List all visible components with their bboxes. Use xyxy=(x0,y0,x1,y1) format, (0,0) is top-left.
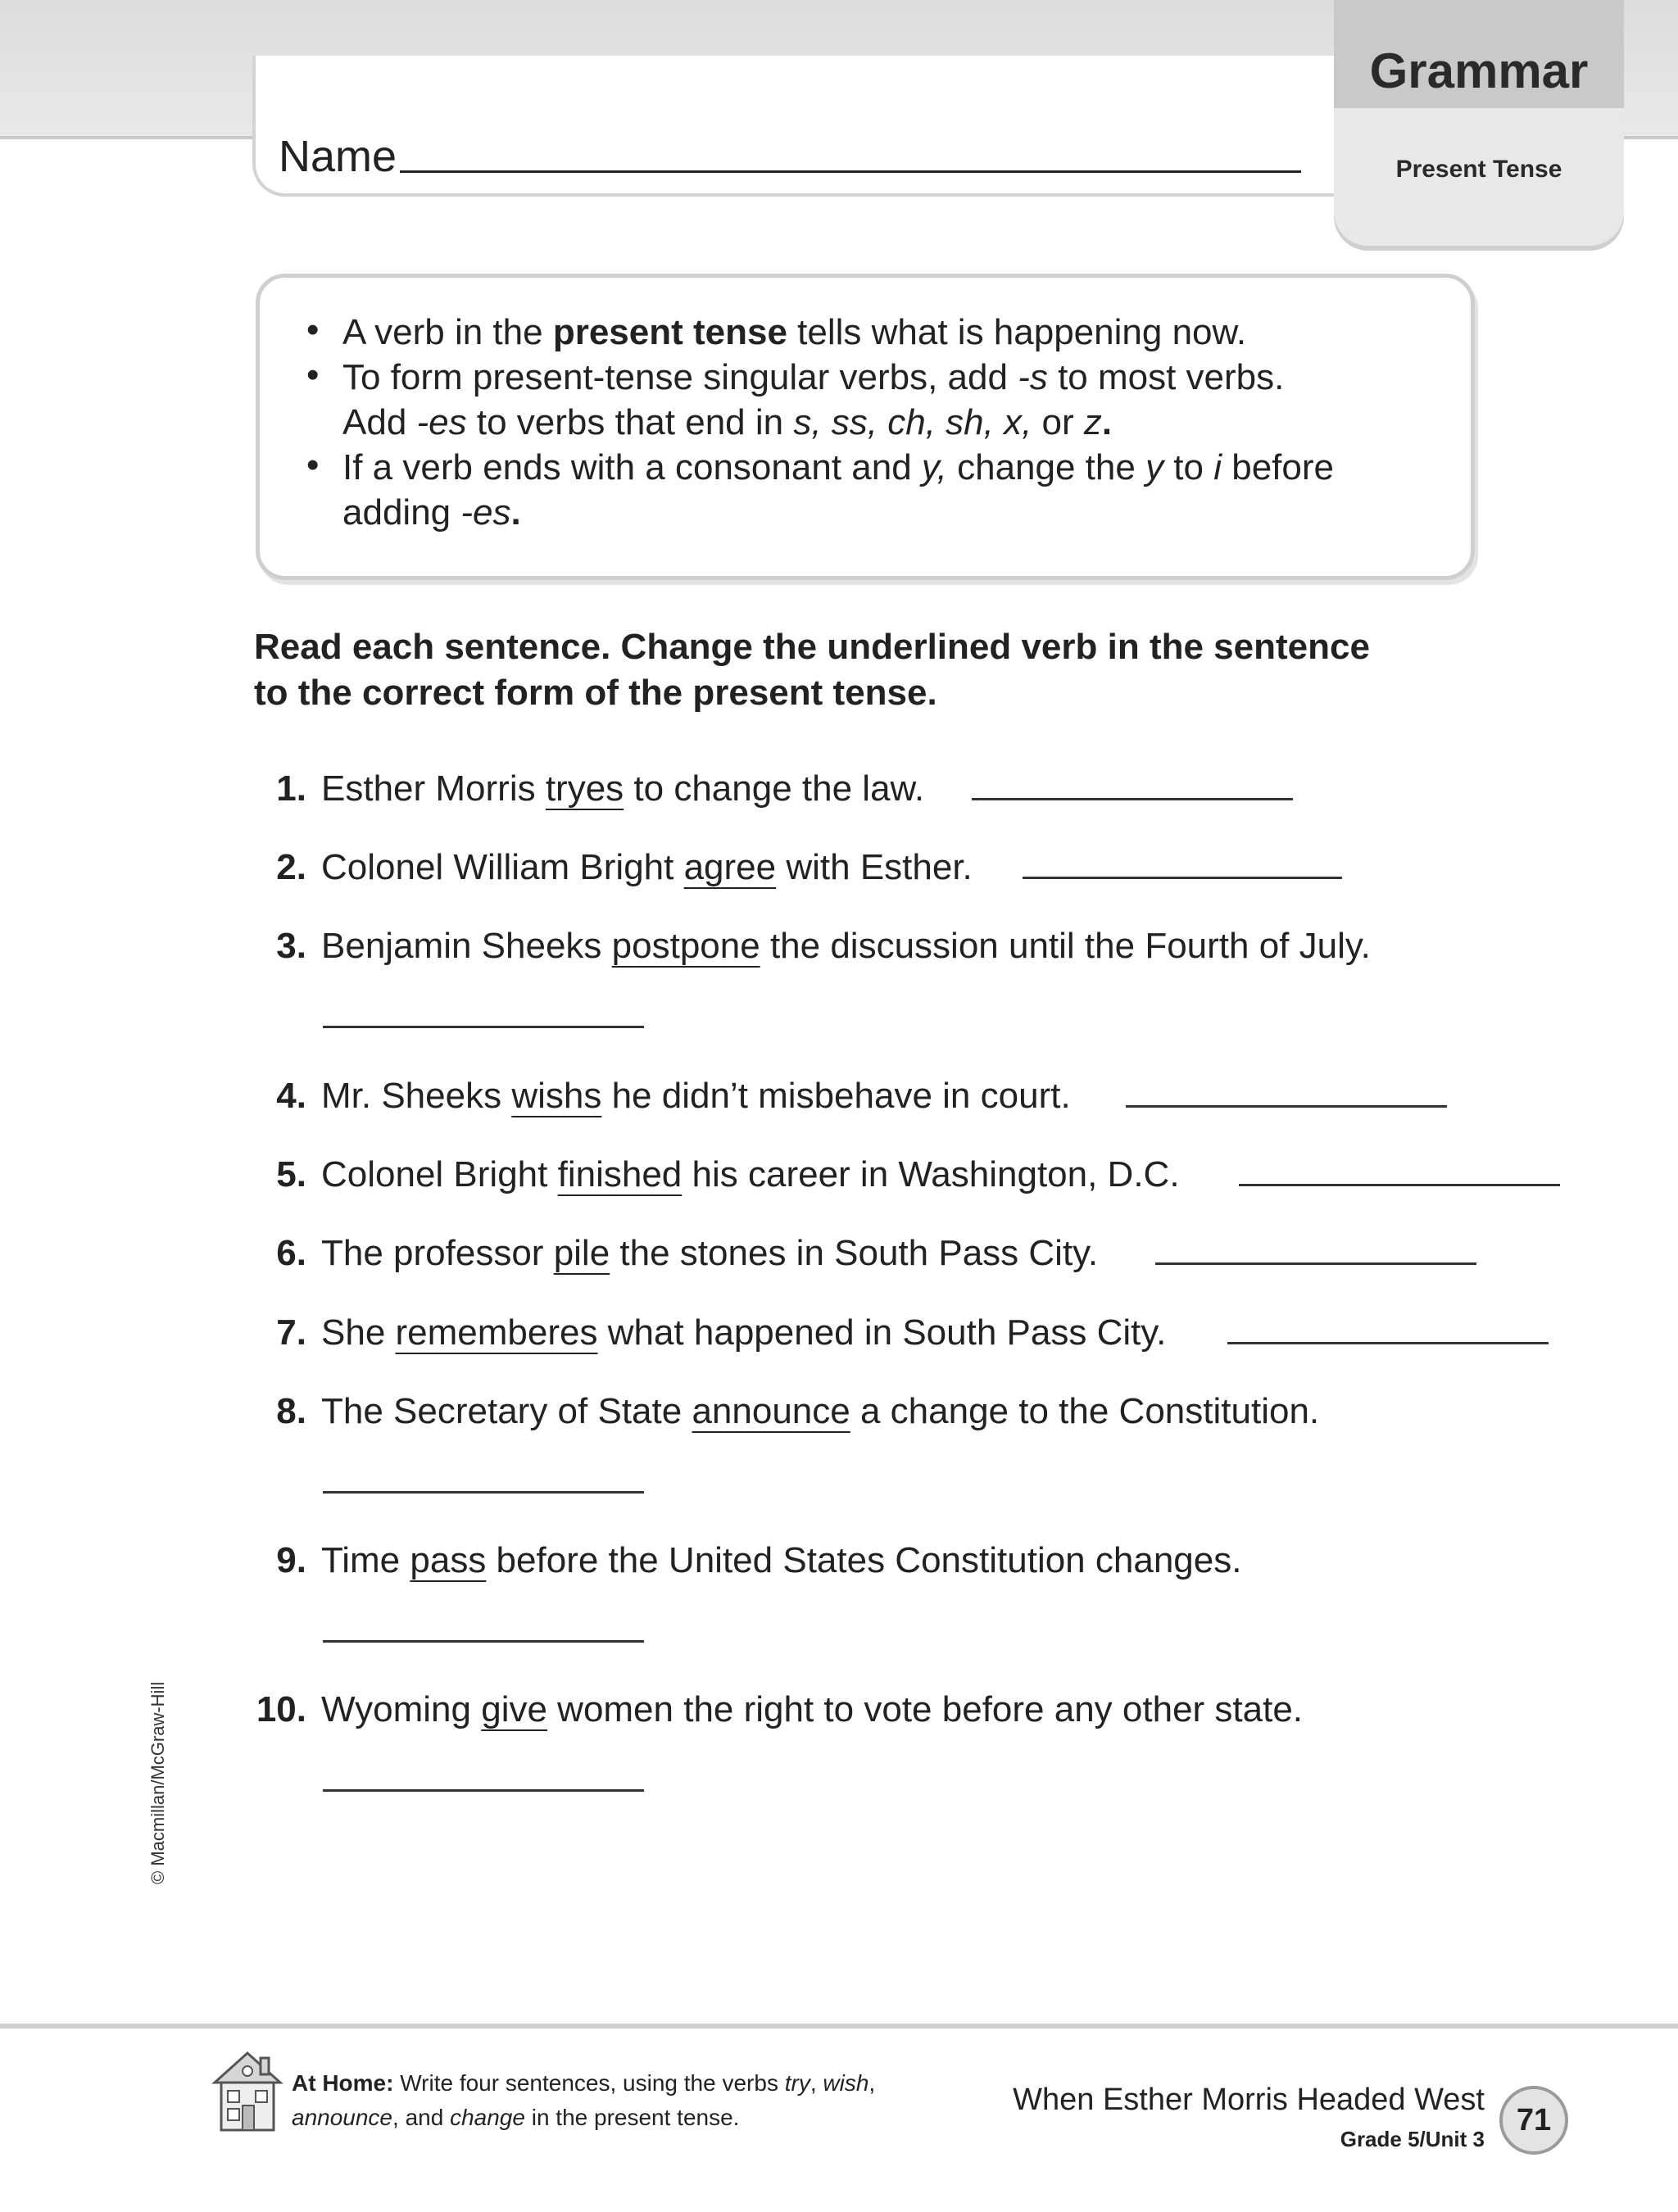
answer-line[interactable] xyxy=(972,798,1293,800)
answer-line[interactable] xyxy=(323,1026,644,1028)
question-number: 8. xyxy=(276,1391,306,1431)
underlined-verb: finished xyxy=(557,1154,683,1194)
answer-line[interactable] xyxy=(1227,1342,1549,1344)
instructions-line-1: Read each sentence. Change the underlined verb in the sentence xyxy=(254,627,1370,667)
instructions xyxy=(254,624,1483,716)
answer-line[interactable] xyxy=(1155,1262,1476,1265)
footer-divider xyxy=(0,2024,1678,2028)
tab-subtitle: Present Tense xyxy=(1395,156,1562,183)
question-number: 1. xyxy=(276,768,306,809)
tab-title: Grammar xyxy=(1369,43,1589,98)
question-number: 4. xyxy=(276,1076,306,1116)
answer-line[interactable] xyxy=(323,1789,644,1792)
underlined-verb: give xyxy=(481,1689,547,1729)
question-number: 5. xyxy=(276,1154,306,1194)
question-number: 6. xyxy=(276,1233,306,1273)
question-number: 7. xyxy=(276,1312,306,1353)
question-number: 10. xyxy=(256,1689,306,1729)
question-text: Time pass before the United States Constitution changes. xyxy=(321,1540,1242,1580)
underlined-verb: announce xyxy=(692,1391,850,1431)
rule-3-line-1: If a verb ends with a consonant and y, change the y to i before xyxy=(342,447,1334,487)
copyright: © Macmillan/McGraw-Hill xyxy=(147,1681,168,1884)
question-text: Colonel Bright finished his career in Washington, D.C. xyxy=(321,1154,1180,1194)
underlined-verb: agree xyxy=(683,847,777,887)
story-title: When Esther Morris Headed West xyxy=(1013,2083,1485,2117)
name-label: Name xyxy=(279,132,397,181)
answer-line[interactable] xyxy=(1126,1105,1447,1108)
question-text: Colonel William Bright agree with Esther. xyxy=(321,847,973,887)
name-panel xyxy=(252,56,1337,197)
house-icon xyxy=(208,2047,287,2141)
question-text: Benjamin Sheeks postpone the discussion until the Fourth of July. xyxy=(321,926,1371,966)
answer-line[interactable] xyxy=(323,1491,644,1494)
bullet-icon: • xyxy=(306,355,320,395)
instructions-line-2: to the correct form of the present tense. xyxy=(254,673,937,713)
question-text: She rememberes what happened in South Pass City. xyxy=(321,1312,1167,1353)
question-text: Mr. Sheeks wishs he didn’t misbehave in court. xyxy=(321,1076,1071,1116)
rule-1: A verb in the present tense tells what is happening now. xyxy=(342,312,1247,352)
answer-line[interactable] xyxy=(323,1640,644,1643)
answer-line[interactable] xyxy=(1023,877,1342,879)
grade-unit: Grade 5/Unit 3 xyxy=(1340,2127,1485,2151)
underlined-verb: wishs xyxy=(511,1076,602,1116)
bullet-icon: • xyxy=(306,310,320,350)
page-number: 71 xyxy=(1499,2086,1568,2155)
name-field-line[interactable] xyxy=(400,170,1301,173)
underlined-verb: pile xyxy=(553,1233,610,1273)
underlined-verb: postpone xyxy=(611,926,760,966)
question-number: 2. xyxy=(276,847,306,887)
question-number: 3. xyxy=(276,926,306,966)
underlined-verb: pass xyxy=(410,1540,487,1580)
rule-2-line-1: To form present-tense singular verbs, add -s to most verbs. xyxy=(342,357,1285,397)
question-text: Wyoming give women the right to vote before any other state. xyxy=(321,1689,1304,1729)
question-text: The professor pile the stones in South Pass City. xyxy=(321,1233,1099,1273)
question-text: Esther Morris tryes to change the law. xyxy=(321,768,925,809)
bullet-icon: • xyxy=(306,445,320,485)
underlined-verb: tryes xyxy=(545,768,624,809)
underlined-verb: rememberes xyxy=(395,1312,598,1353)
question-number: 9. xyxy=(276,1540,306,1580)
at-home-note: At Home: Write four sentences, using the verbs try, wish, announce, and change in the present tense. xyxy=(292,2070,876,2130)
question-text: The Secretary of State announce a change to the Constitution. xyxy=(321,1391,1320,1431)
rule-2-line-2: Add -es to verbs that end in s, ss, ch, sh, x, or z. xyxy=(342,402,1113,442)
rule-3-line-2: adding -es. xyxy=(342,492,521,533)
answer-line[interactable] xyxy=(1239,1184,1560,1186)
